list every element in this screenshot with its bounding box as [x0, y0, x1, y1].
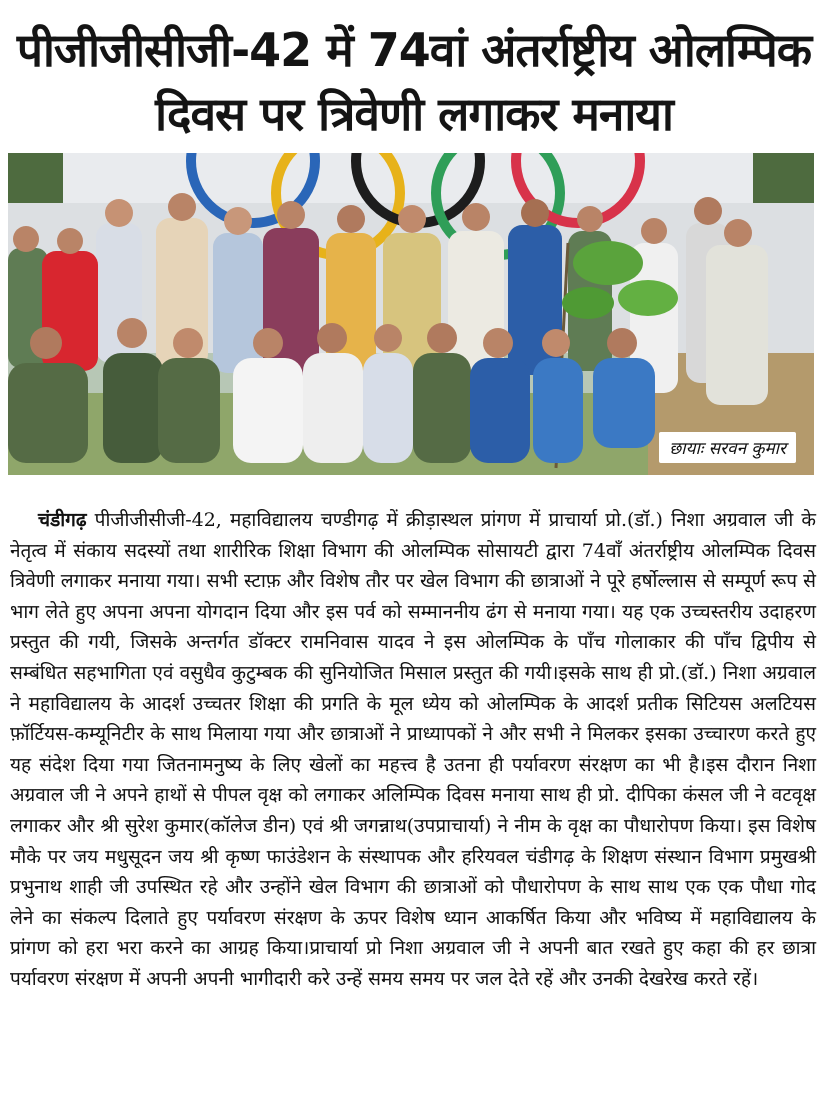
- group-photo-illustration: [8, 153, 814, 475]
- article-text: पीजीजीसीजी-42, महाविद्यालय चण्डीगढ़ में क्रीड़ास्थल प्रांगण में प्राचार्या प्रो.(डॉ.) निशा अग्रवाल जी के नेतृत्व में संकाय सदस्यों तथा शारीरिक शिक्षा विभाग की ओलम्पिक सोसायटी द्वारा 74वाँ अंतर्राष्ट्रीय ओलम्पिक दिवस त्रिवेणी लगाकर मनाया गया। सभी स्टाफ़ और विशेष तौर पर खेल विभाग की छात्राओं ने पूरे हर्षोल्लास से सम्पूर्ण रूप से भाग लेते हुए अपना अपना योगदान दिया और इस पर्व को सम्माननीय ढंग से मनाया गया। यह एक उच्चस्तरीय उदाहरण प्रस्तुत की गयी, जिसके अन्तर्गत डॉक्टर रामनिवास यादव ने इस ओलम्पिक के पाँच गोलाकार की पाँच द्विपीय से सम्बंधित सहभागिता एवं वसुधैव कुटुम्बक की सुनियोजित मिसाल प्रस्तुत की गयी।इसके साथ ही प्रो.(डॉ.) निशा अग्रवाल ने महाविद्यालय के आदर्श उच्चतर शिक्षा की प्रगति के मूल ध्येय को ओलम्पिक के आदर्श प्रतीक सिटियस अलटियस फ़ॉर्टियस-कम्यूनिटीर के साथ मिलाया गया और छात्राओं ने प्राध्यापकों ने और सभी ने मिलकर इसका उच्चारण करते हुए यह संदेश दिया गया जितनामनुष्य के लिए खेलों का महत्त्व है उतना ही पर्यावरण संरक्षण का भी है।इस दौरान निशा अग्रवाल जी ने अपने हाथों से पीपल वृक्ष को लगाकर अलिम्पिक दिवस मनाया साथ ही प्रो. दीपिका कंसल जी ने वटवृक्ष लगाकर और श्री सुरेश कुमार(कॉलेज डीन) एवं श्री जगन्नाथ(उपप्राचार्या) ने नीम के वृक्ष का पौधारोपण किया। इस विशेष मौके पर जय मधुसूदन जय श्री कृष्ण फाउंडेशन के संस्थापक और हरियवल चंडीगढ़ के शिक्षण संस्थान विभाग प्रमुखश्री प्रभुनाथ शाही जी उपस्थित रहे और उन्होंने खेल विभाग की छात्राओं को पौधारोपण के साथ साथ एक एक पौधा गोद लेने का संकल्प दिलाते हुए पर्यावरण संरक्षण के ऊपर विशेष ध्यान आकर्षित किया और भविष्य में महाविद्यालय के प्रांगण को हरा भरा करने का आग्रह किया।प्राचार्या प्रो निशा अग्रवाल जी ने अपनी बात रखते हुए कहा की हर छात्रा पर्यावरण संरक्षण में अपनी अपनी भागीदारी करे उन्हें समय समय पर जल देते रहें और उनकी देखरेख करते रहें।: [10, 509, 816, 990]
- headline: [0, 18, 828, 146]
- article-dateline: चंडीगढ़: [38, 509, 87, 531]
- photo-credit: छायाः सरवन कुमार: [659, 432, 796, 463]
- headline-line-1: पीजीजीसीजी-42 में 74वां अंतर्राष्ट्रीय ओलम्पिक: [16, 23, 812, 77]
- headline-line-2: दिवस पर त्रिवेणी लगाकर मनाया: [155, 87, 673, 141]
- article-body: [10, 505, 816, 995]
- event-photo: [8, 153, 814, 475]
